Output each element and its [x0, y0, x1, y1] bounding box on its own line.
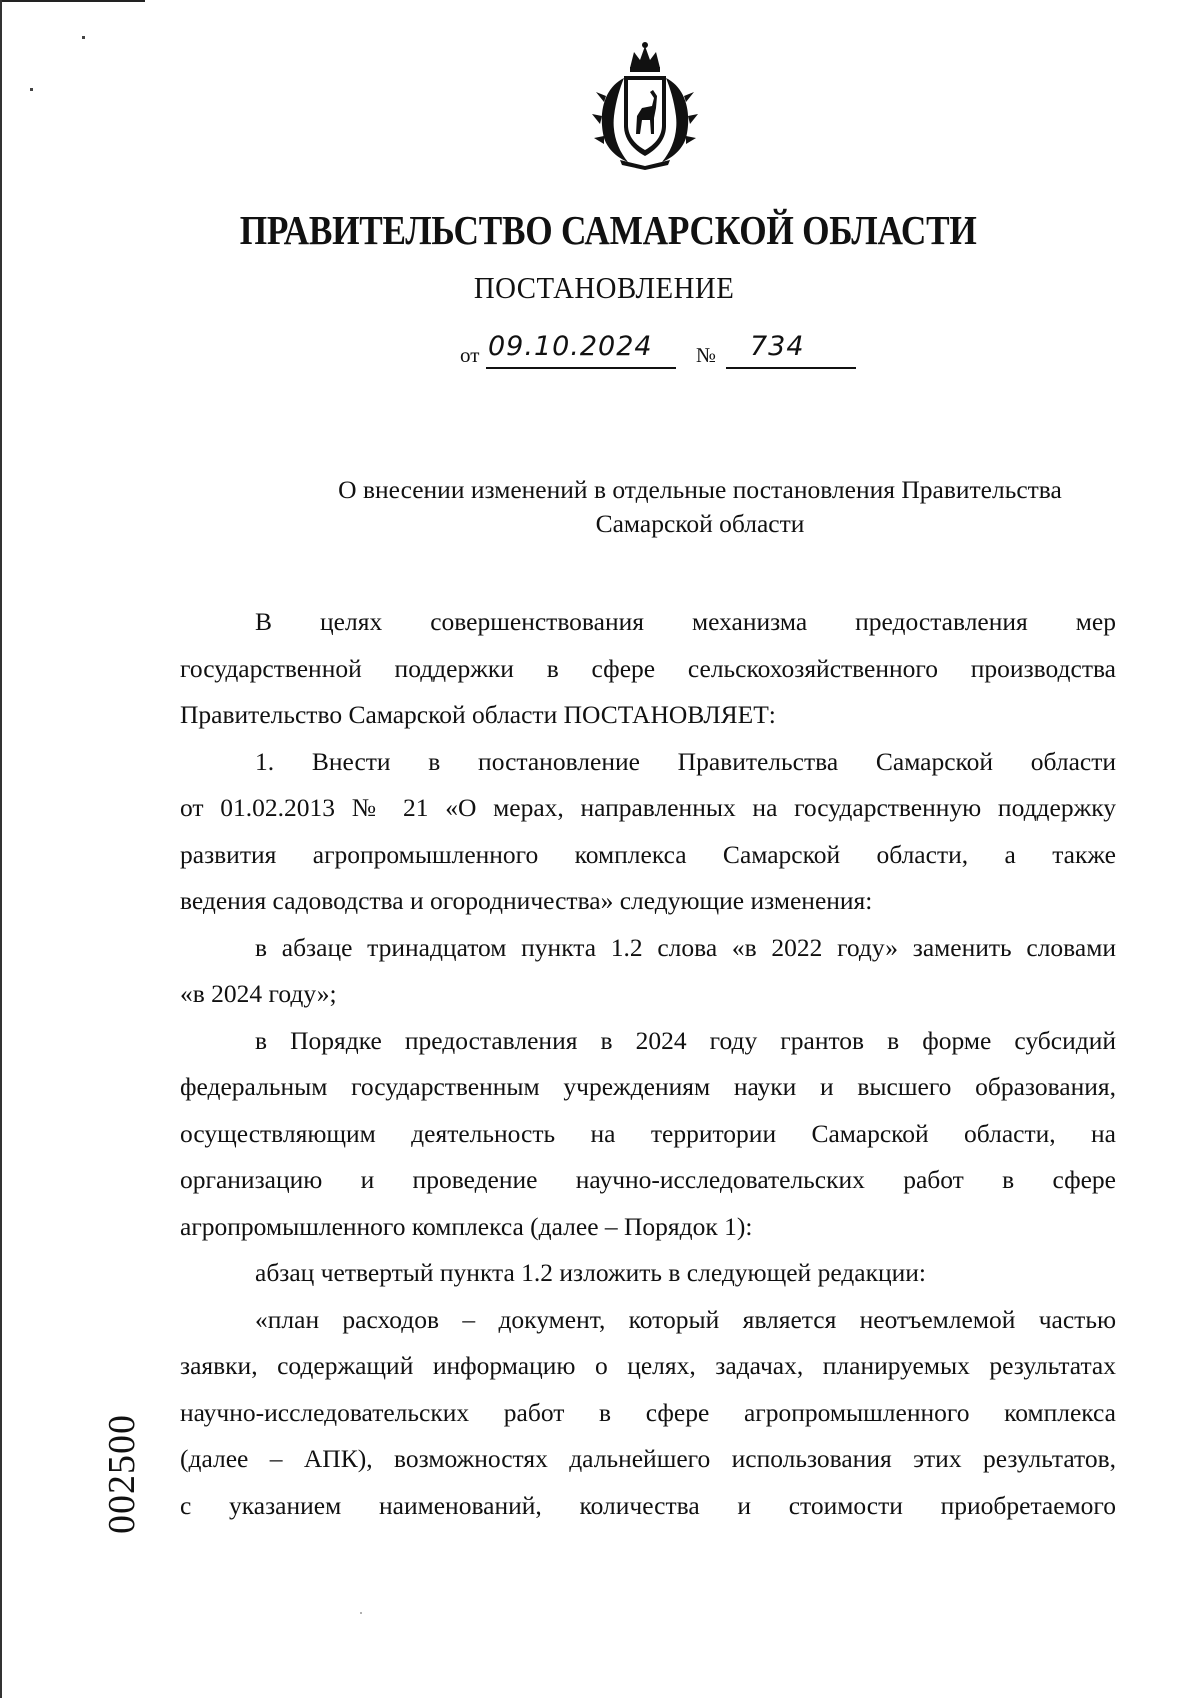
scan-edge-top — [0, 0, 145, 2]
subject-line: О внесении изменений в отдельные постановления Правительства — [338, 475, 1062, 504]
body-line: Правительство Самарской области ПОСТАНОВЛЯЕТ: — [180, 700, 776, 729]
body-line: организацию и проведение научно-исследовательских работ в сфере — [180, 1165, 1116, 1194]
body-line: агропромышленного комплекса (далее – Порядок 1): — [180, 1211, 753, 1241]
body-line: ведения садоводства и огородничества» следующие изменения: — [180, 886, 873, 915]
document-subject — [285, 473, 1115, 541]
scan-speck — [360, 1612, 362, 1614]
body-line: осуществляющим деятельность на территории Самарской области, на — [180, 1118, 1116, 1148]
body-line: в Порядке предоставления в 2024 году грантов в форме субсидий — [255, 1025, 1116, 1055]
date-prefix: от — [460, 343, 480, 367]
body-line: с указанием наименований, количества и стоимости приобретаемого — [180, 1490, 1116, 1520]
samara-coat-of-arms-icon — [590, 38, 700, 170]
body-line: от 01.02.2013 № 21 «О мерах, направленных на государственную поддержку — [180, 793, 1116, 822]
subject-line: Самарской области — [595, 509, 805, 538]
body-line: абзац четвертый пункта 1.2 изложить в следующей редакции: — [255, 1258, 927, 1287]
number-prefix: № — [696, 343, 717, 367]
body-line: государственной поддержки в сфере сельскохозяйственного производства — [180, 653, 1116, 683]
scan-edge-left — [0, 0, 2, 1698]
organization-title: ПРАВИТЕЛЬСТВО САМАРСКОЙ ОБЛАСТИ — [239, 207, 977, 253]
scan-speck — [30, 88, 33, 91]
date-underline — [486, 367, 676, 369]
date-value: 09.10.2024 — [488, 331, 653, 362]
body-line: (далее – АПК), возможностях дальнейшего использования этих результатов, — [180, 1444, 1116, 1473]
body-line: заявки, содержащий информацию о целях, задачах, планируемых результатах — [180, 1351, 1116, 1380]
body-line: научно-исследовательских работ в сфере агропромышленного комплекса — [180, 1397, 1116, 1427]
margin-stamp-number: 002500 — [101, 1414, 143, 1534]
document-type: ПОСТАНОВЛЕНИЕ — [473, 270, 735, 305]
scan-speck — [82, 36, 85, 39]
body-line: В целях совершенствования механизма предоставления мер — [255, 607, 1116, 636]
number-value: 734 — [750, 331, 805, 362]
body-line: «в 2024 году»; — [180, 979, 337, 1008]
body-line: 1. Внести в постановление Правительства Самарской области — [255, 746, 1116, 776]
document-body — [180, 599, 1116, 1529]
body-line: развития агропромышленного комплекса Самарской области, а также — [180, 839, 1116, 869]
body-line: федеральным государственным учреждениям науки и высшего образования, — [180, 1072, 1116, 1101]
body-line: в абзаце тринадцатом пункта 1.2 слова «в 2022 году» заменить словами — [255, 932, 1116, 962]
number-underline — [726, 367, 856, 369]
body-line: «план расходов – документ, который является неотъемлемой частью — [255, 1304, 1116, 1334]
